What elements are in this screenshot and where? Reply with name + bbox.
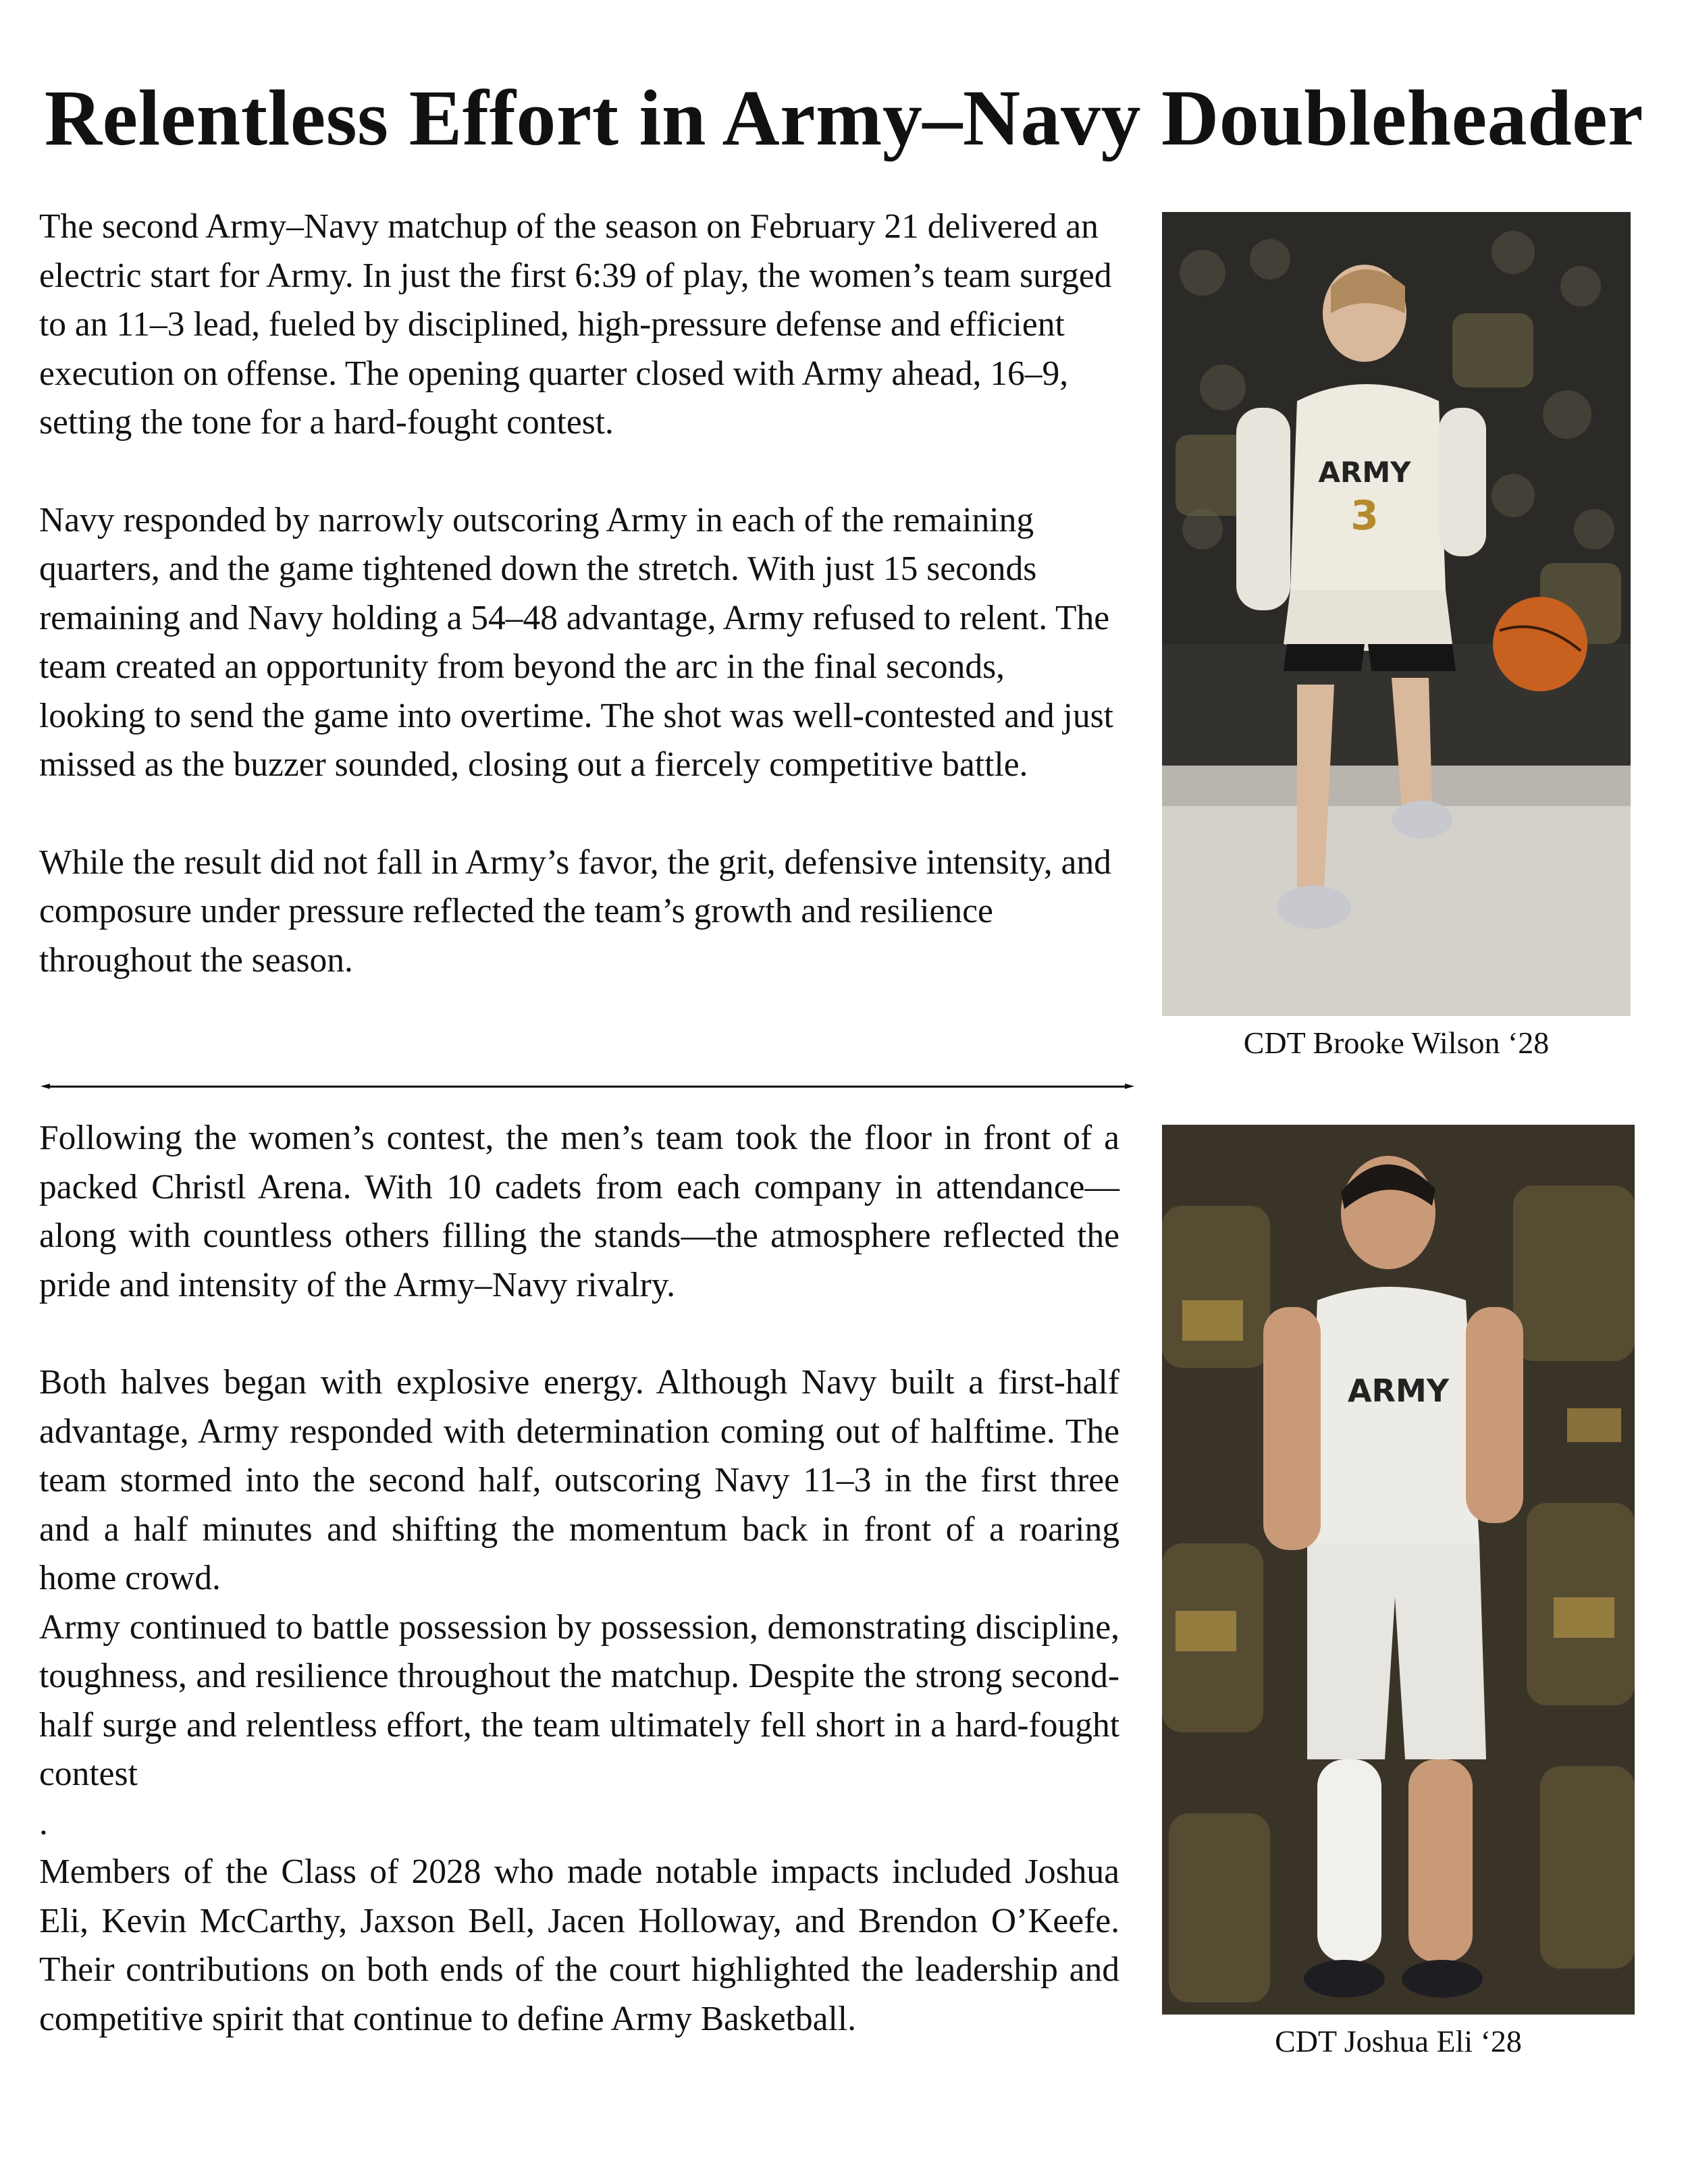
jersey-number: 3 <box>1350 492 1379 539</box>
photo-caption-joshua-eli: CDT Joshua Eli ‘28 <box>1275 2024 1522 2058</box>
photo-caption-brooke-wilson: CDT Brooke Wilson ‘28 <box>1243 1026 1550 1060</box>
women-paragraph-2: Navy responded by narrowly outscoring Army in each of the remaining quarters, and the game tightened down the stretch. With just 15 seconds remaining and Navy holding a 54–48 advantage, Army refused to relent. The team created an opportunity from beyond the arc in the final seconds, looking to send the game into overtime. The shot was well-contested and just missed as the buzzer sounded, closing out a fiercely competitive battle. <box>39 500 1113 784</box>
men-paragraph-period: . <box>39 1803 48 1842</box>
men-paragraph-4: Members of the Class of 2028 who made notable impacts included Joshua Eli, Kevin McCarthy, Jaxson Bell, Jacen Holloway, and Brendon O’Keefe. Their contributions on both ends of the court highlighted the leadership and competitive spirit that continue to define Army Basketball. <box>39 1853 1119 2038</box>
photo-joshua-eli <box>1162 1125 1635 2015</box>
men-paragraph-2: Both halves began with explosive energy. Although Navy built a first-half advantage, Army responded with determination coming out of halftime. The team stormed into the second half, outscoring Navy 11–3 in the first three and a half minutes and shifting the momentum back in front of a roaring home crowd. <box>39 1363 1119 1597</box>
men-paragraph-3: Army continued to battle possession by possession, demonstrating discipline, toughness, and resilience throughout the matchup. Despite the strong second-half surge and relentless effort, the team ultimately fell short in a hard-fought contest <box>39 1607 1119 1793</box>
player-photo-illustration <box>1162 212 1631 1016</box>
women-paragraph-1: The second Army–Navy matchup of the season on February 21 delivered an electric start for Army. In just the first 6:39 of play, the women’s team surged to an 11–3 lead, fueled by disciplined, high-pressure defense and efficient execution on offense. The opening quarter closed with Army ahead, 16–9, setting the tone for a hard-fought contest. <box>39 207 1112 442</box>
jersey-text: ARMY <box>1347 1373 1450 1409</box>
men-game-column <box>39 1114 1119 2044</box>
jersey-text: ARMY <box>1318 456 1411 489</box>
women-paragraph-3: While the result did not fall in Army’s favor, the grit, defensive intensity, and composure under pressure reflected the team’s growth and resilience throughout the season. <box>39 843 1111 980</box>
men-paragraph-1: Following the women’s contest, the men’s team took the floor in front of a packed Christl Arena. With 10 cadets from each company in attendance—along with countless others filling the stands—the atmosphere reflected the pride and intensity of the Army–Navy rivalry. <box>39 1119 1119 1304</box>
photo-brooke-wilson <box>1162 212 1631 1016</box>
women-game-column <box>39 203 1119 985</box>
article-title: Relentless Effort in Army–Navy Doubleheader <box>44 74 1644 162</box>
player-photo-illustration <box>1162 1125 1635 2015</box>
section-divider <box>41 1082 1134 1091</box>
